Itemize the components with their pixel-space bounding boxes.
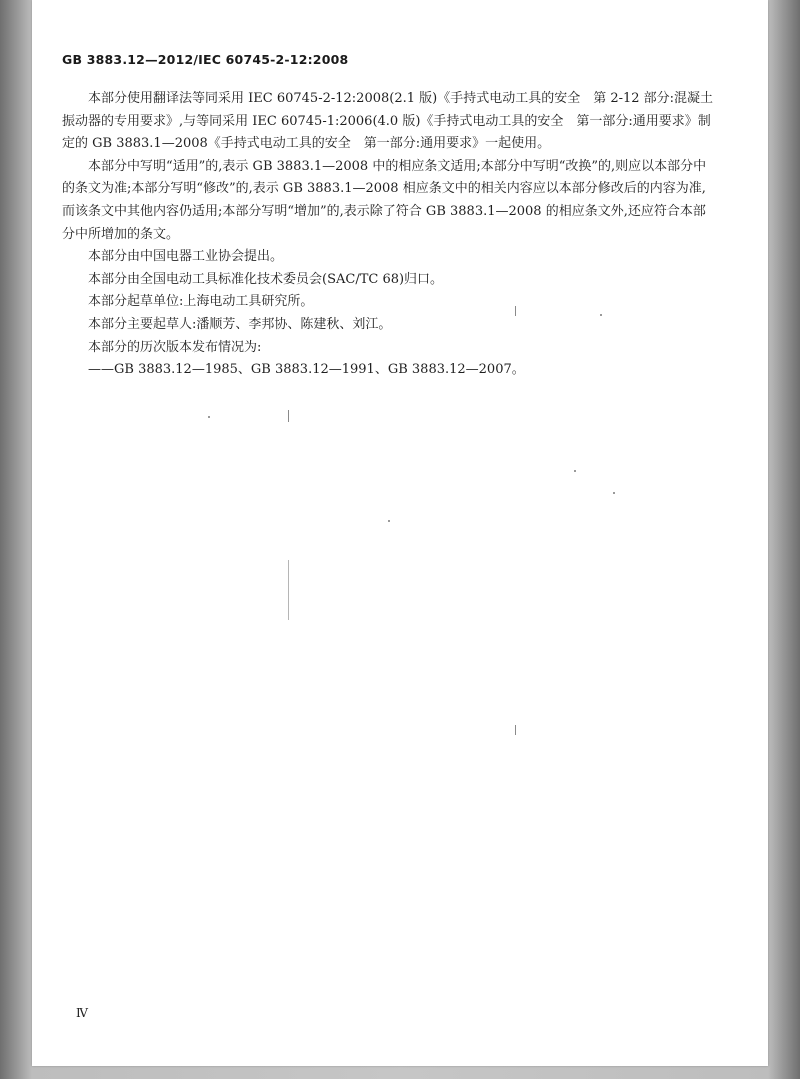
paragraph-history-intro: 本部分的历次版本发布情况为: <box>88 339 262 355</box>
paragraph-adoption: 本部分使用翻译法等同采用 IEC 60745-2-12:2008(2.1 版)《手持式电动工具的安全 第 2-12 部分:混凝土振动器的专用要求》,与等同采用 IEC 60745-1:2006(4.0 版)《手持式电动工具的安全 第一部分:通用要求》制定的 GB 3883.1—2008《手持式电动工具的安全 第一部分:通用要求》一起使用。 <box>62 91 714 152</box>
paragraph-history-list: ——GB 3883.12—1985、GB 3883.12—1991、GB 3883.12—2007。 <box>88 362 525 378</box>
scan-artifact <box>288 560 289 620</box>
standard-header: GB 3883.12—2012/IEC 60745-2-12:2008 <box>62 52 349 67</box>
foreword-body <box>62 88 714 382</box>
scan-artifact <box>600 314 602 316</box>
scan-artifact <box>388 520 390 522</box>
paragraph-usage-terms: 本部分中写明“适用”的,表示 GB 3883.1—2008 中的相应条文适用;本部分中写明“改换”的,则应以本部分中的条文为准;本部分写明“修改”的,表示 GB 3883.1—2008 相应条文中的相关内容应以本部分修改后的内容为准,而该条文中其他内容仍适用;本部分写明“增加”的,表示除了符合 GB 3883.1—2008 的相应条文外,还应符合本部分中所增加的条文。 <box>62 158 707 242</box>
paragraph-drafters: 本部分主要起草人:潘顺芳、李邦协、陈建秋、刘江。 <box>88 316 392 332</box>
scan-artifact <box>613 492 615 494</box>
scan-artifact <box>574 470 576 472</box>
paragraph-proposer: 本部分由中国电器工业协会提出。 <box>88 249 284 265</box>
scan-artifact <box>208 416 210 418</box>
paragraph-committee: 本部分由全国电动工具标准化技术委员会(SAC/TC 68)归口。 <box>88 271 444 287</box>
page-number: Ⅳ <box>76 1006 88 1020</box>
paragraph-drafting-unit: 本部分起草单位:上海电动工具研究所。 <box>88 294 314 310</box>
scan-artifact <box>515 306 516 316</box>
scan-artifact <box>288 410 289 422</box>
scan-artifact <box>515 725 516 735</box>
